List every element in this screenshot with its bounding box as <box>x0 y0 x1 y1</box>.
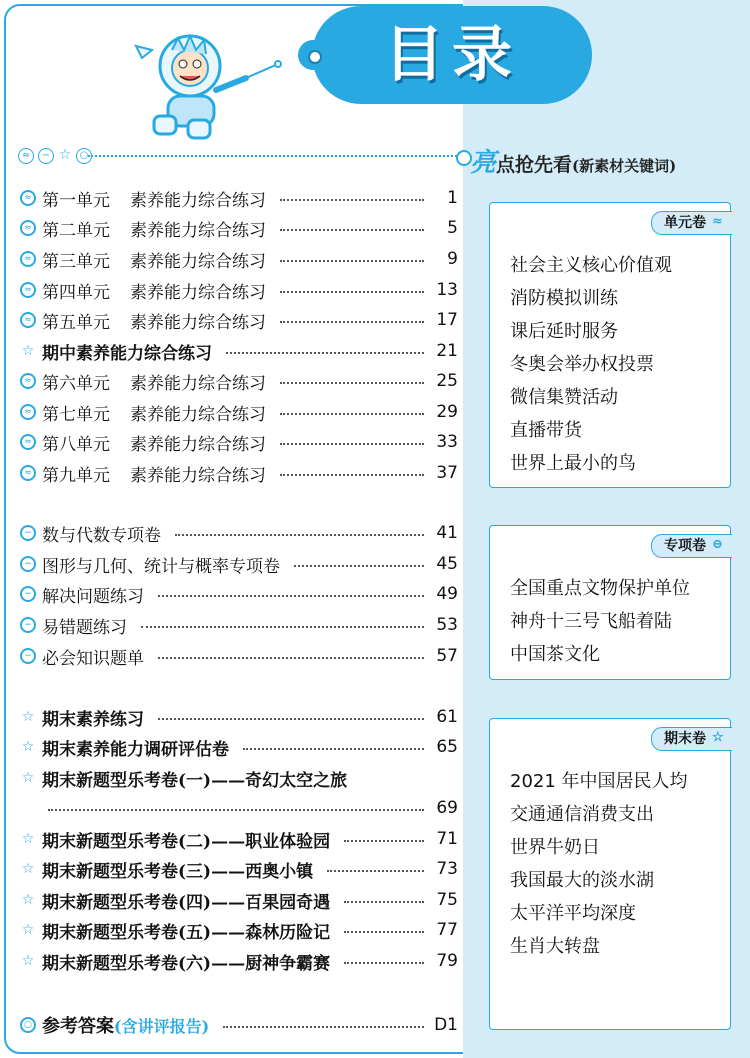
toc-page-number: 9 <box>447 249 458 269</box>
dot-leader <box>344 830 424 842</box>
toc-unit-title: 素养能力综合练习 <box>130 434 266 455</box>
star-icon: ☆ <box>21 953 35 969</box>
toc-unit-label: 第七单元 <box>42 404 110 425</box>
toc-row-unit-7[interactable] <box>20 398 458 426</box>
cloud-icon: ≈ <box>18 148 34 164</box>
toc-final-label: 期末新题型乐考卷(五)——森林历险记 <box>42 922 331 943</box>
toc-page-number: 77 <box>436 920 458 940</box>
dot-leader <box>294 555 424 567</box>
cloud-icon: ≈ <box>712 214 723 229</box>
toc-page-number: 17 <box>436 310 458 330</box>
toc-final-label: 期末新题型乐考卷(六)——厨神争霸赛 <box>42 953 331 974</box>
card-unit-papers <box>489 202 731 488</box>
answers-sub: (含讲评报告) <box>114 1016 210 1036</box>
toc-page-number: 73 <box>436 859 458 879</box>
dot-leader <box>280 464 424 476</box>
title-tab <box>312 6 592 104</box>
minus-circle-icon: − <box>20 586 36 602</box>
toc-unit-title: 素养能力综合练习 <box>130 373 266 394</box>
header-divider <box>88 155 460 157</box>
toc-special-label: 解决问题练习 <box>42 586 144 607</box>
minus-circle-icon: − <box>20 556 36 572</box>
toc-row-final-6[interactable] <box>20 886 458 914</box>
toc-unit-label: 第八单元 <box>42 434 110 455</box>
card-tag <box>651 727 732 751</box>
cloud-icon: ≈ <box>20 434 36 450</box>
card-tag-label: 期末卷 <box>664 731 706 747</box>
minus-circle-icon: − <box>20 617 36 633</box>
toc-row-special-5[interactable] <box>20 642 458 670</box>
toc-unit-title: 素养能力综合练习 <box>130 220 266 241</box>
card-special-papers <box>489 525 731 680</box>
dot-leader <box>280 189 424 201</box>
cloud-icon: ≈ <box>20 404 36 420</box>
cloud-icon: ≈ <box>20 312 36 328</box>
toc-page-number: 57 <box>436 646 458 666</box>
star-icon: ☆ <box>21 343 35 359</box>
keyword-item: 太平洋平均深度 <box>510 903 636 924</box>
dot-leader <box>223 1016 424 1028</box>
toc-row-final-3[interactable] <box>20 764 458 792</box>
toc-row-final-5[interactable] <box>20 855 458 883</box>
toc-page-number: 71 <box>436 829 458 849</box>
toc-page-number: 79 <box>436 951 458 971</box>
dot-leader <box>327 860 424 872</box>
star-icon: ☆ <box>21 770 35 786</box>
toc-page-number: 45 <box>436 554 458 574</box>
toc-page-number: 41 <box>436 523 458 543</box>
toc-final-label: 期末新题型乐考卷(四)——百果园奇遇 <box>42 892 331 913</box>
keyword-item: 2021 年中国居民人均 <box>510 771 688 792</box>
toc-page-number: 49 <box>436 584 458 604</box>
toc-final-label: 期末素养能力调研评估卷 <box>42 739 229 760</box>
toc-unit-label: 第九单元 <box>42 465 110 486</box>
minus-circle-icon: − <box>20 648 36 664</box>
toc-special-label: 数与代数专项卷 <box>42 525 161 546</box>
toc-row-special-3[interactable] <box>20 580 458 608</box>
keyword-item: 全国重点文物保护单位 <box>510 578 690 599</box>
toc-page-number: 37 <box>436 463 458 483</box>
toc-page-number: 69 <box>436 798 458 818</box>
toc-row-answers[interactable] <box>20 1011 458 1039</box>
dot-leader <box>141 616 424 628</box>
dot-leader <box>280 281 424 293</box>
toc-final-label: 期末新题型乐考卷(二)——职业体验园 <box>42 831 331 852</box>
card-tag-label: 单元卷 <box>664 215 706 231</box>
dot-leader <box>158 585 424 597</box>
star-icon: ☆ <box>21 709 35 725</box>
highlight-first-char: 亮 <box>470 148 497 178</box>
dot-leader <box>158 708 424 720</box>
keyword-list <box>510 765 688 963</box>
toc-row-unit-5[interactable] <box>20 306 458 334</box>
star-icon: ☆ <box>21 922 35 938</box>
toc-row-final-3-continuation[interactable] <box>48 794 458 822</box>
toc-unit-label: 第二单元 <box>42 220 110 241</box>
toc-row-unit-3[interactable] <box>20 245 458 273</box>
keyword-item: 消防模拟训练 <box>510 288 618 309</box>
keyword-item: 冬奥会举办权投票 <box>510 354 654 375</box>
toc-row-final-1[interactable] <box>20 703 458 731</box>
dot-leader <box>175 524 424 536</box>
dot-leader <box>158 647 424 659</box>
dot-leader <box>344 891 424 903</box>
star-icon: ☆ <box>712 730 724 745</box>
keyword-item: 我国最大的淡水湖 <box>510 870 654 891</box>
keyword-item: 神舟十三号飞船着陆 <box>510 611 672 632</box>
toc-page-number: 1 <box>447 188 458 208</box>
dot-leader <box>280 311 424 323</box>
star-icon: ☆ <box>21 892 35 908</box>
toc-row-special-2[interactable] <box>20 550 458 578</box>
toc-page-number: 13 <box>436 280 458 300</box>
highlight-heading <box>470 142 676 179</box>
toc-page-number: 75 <box>436 890 458 910</box>
dot-leader <box>280 403 424 415</box>
toc-row-midterm[interactable] <box>20 337 458 365</box>
toc-unit-label: 第四单元 <box>42 282 110 303</box>
keyword-item: 世界上最小的鸟 <box>510 453 636 474</box>
dot-leader <box>48 799 424 811</box>
highlight-title: 点抢先看 <box>496 154 573 176</box>
toc-page-number: 21 <box>436 341 458 361</box>
toc-row-final-2[interactable] <box>20 733 458 761</box>
star-icon: ☆ <box>21 739 35 755</box>
toc-unit-title: 素养能力综合练习 <box>130 282 266 303</box>
toc-page-number: 29 <box>436 402 458 422</box>
card-final-papers <box>489 718 731 1030</box>
answers-label: 参考答案 <box>42 1016 114 1037</box>
page-title: 目录 <box>384 20 520 90</box>
highlight-subtitle: (新素材关键词) <box>572 157 677 175</box>
keyword-list <box>510 249 672 480</box>
card-tag <box>651 211 732 235</box>
dot-leader <box>243 738 424 750</box>
toc-midterm-label: 期中素养能力综合练习 <box>42 343 212 364</box>
toc-row-unit-9[interactable] <box>20 459 458 487</box>
dot-leader <box>280 219 424 231</box>
dot-leader <box>344 952 424 964</box>
dot-leader <box>280 433 424 445</box>
toc-unit-title: 素养能力综合练习 <box>130 251 266 272</box>
toc-final-label: 期末新题型乐考卷(三)——西奥小镇 <box>42 861 314 882</box>
minus-circle-icon: − <box>20 525 36 541</box>
toc-row-unit-2[interactable] <box>20 214 458 242</box>
toc-unit-label: 第一单元 <box>42 190 110 211</box>
star-icon: ☆ <box>21 831 35 847</box>
toc-row-special-1[interactable] <box>20 519 458 547</box>
toc-unit-title: 素养能力综合练习 <box>130 312 266 333</box>
toc-page-number: 25 <box>436 371 458 391</box>
toc-page-number: 65 <box>436 737 458 757</box>
star-icon: ☆ <box>58 147 72 163</box>
keyword-item: 中国茶文化 <box>510 644 600 665</box>
toc-unit-title: 素养能力综合练习 <box>130 404 266 425</box>
cloud-icon: ≈ <box>20 220 36 236</box>
keyword-item: 生肖大转盘 <box>510 936 600 957</box>
toc-page-number: D1 <box>434 1015 458 1035</box>
toc-unit-label: 第五单元 <box>42 312 110 333</box>
cloud-icon: ≈ <box>20 251 36 267</box>
toc-row-unit-1[interactable] <box>20 184 458 212</box>
toc-unit-title: 素养能力综合练习 <box>130 190 266 211</box>
toc-page-number: 33 <box>436 432 458 452</box>
card-tag-label: 专项卷 <box>664 538 706 554</box>
toc-special-label: 必会知识题单 <box>42 648 144 669</box>
dot-leader <box>226 342 424 354</box>
top-icon-row <box>18 148 92 164</box>
toc-unit-label: 第三单元 <box>42 251 110 272</box>
toc-page-number: 53 <box>436 615 458 635</box>
dot-leader <box>344 921 424 933</box>
minus-circle-icon: ⊖ <box>712 537 723 552</box>
toc-row-special-4[interactable] <box>20 611 458 639</box>
dot-leader <box>280 372 424 384</box>
toc-row-final-7[interactable] <box>20 916 458 944</box>
keyword-item: 交通通信消费支出 <box>510 804 654 825</box>
keyword-item: 世界牛奶日 <box>510 837 600 858</box>
toc-row-unit-8[interactable] <box>20 428 458 456</box>
toc-special-label: 图形与几何、统计与概率专项卷 <box>42 556 280 577</box>
star-icon: ☆ <box>21 861 35 877</box>
keyword-list <box>510 572 690 671</box>
keyword-item: 社会主义核心价值观 <box>510 255 672 276</box>
minus-circle-icon: − <box>38 148 54 164</box>
toc-row-unit-4[interactable] <box>20 276 458 304</box>
astronaut-mascot-icon <box>128 20 288 150</box>
toc-page-number: 5 <box>447 218 458 238</box>
cloud-icon: ≈ <box>20 465 36 481</box>
cloud-icon: ≈ <box>20 373 36 389</box>
keyword-item: 课后延时服务 <box>510 321 618 342</box>
toc-special-label: 易错题练习 <box>42 617 127 638</box>
toc-unit-label: 第六单元 <box>42 373 110 394</box>
ring-icon: ○ <box>76 148 92 164</box>
ring-icon: ○ <box>20 1017 36 1033</box>
toc-final-label: 期末新题型乐考卷(一)——奇幻太空之旅 <box>42 770 348 791</box>
toc-row-final-4[interactable] <box>20 825 458 853</box>
dot-leader <box>280 250 424 262</box>
keyword-item: 直播带货 <box>510 420 582 441</box>
toc-page-number: 61 <box>436 707 458 727</box>
toc-final-label: 期末素养练习 <box>42 709 144 730</box>
toc-unit-title: 素养能力综合练习 <box>130 465 266 486</box>
toc-row-unit-6[interactable] <box>20 367 458 395</box>
cloud-icon: ≈ <box>20 282 36 298</box>
keyword-item: 微信集赞活动 <box>510 387 618 408</box>
toc-row-final-8[interactable] <box>20 947 458 975</box>
card-tag <box>651 534 732 558</box>
cloud-icon: ≈ <box>20 190 36 206</box>
